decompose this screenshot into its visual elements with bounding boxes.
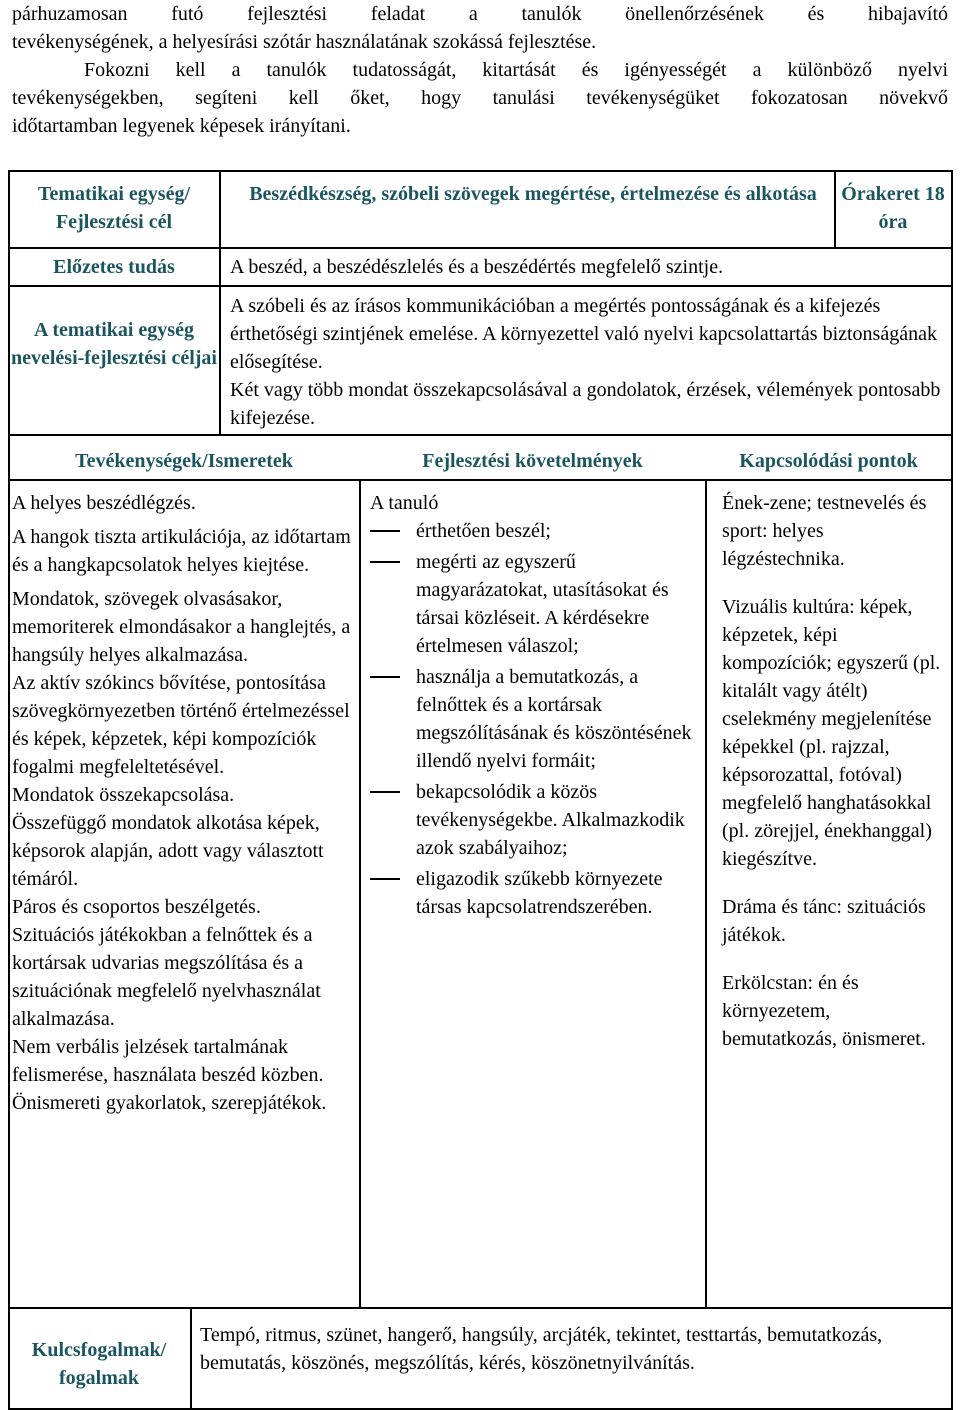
intro-p1-line2: tevékenységének, a helyesírási szótár használatának szokássá fejlesztése. xyxy=(12,31,597,53)
goals-text-1: A szóbeli és az írásos kommunikációban a megértés pontosságának és a kifejezés érthetőségi szintjének emelése. A környezettel való nyelvi kapcsolattartás biztonságának elősegítése. xyxy=(230,295,937,373)
unit-label: Tematikai egység/ Fejlesztési cél xyxy=(37,183,191,233)
requirement-item: eligazodik szűkebb környezete társas kapcsolatrendszerében. xyxy=(370,865,700,921)
requirement-item: érthetően beszél; xyxy=(370,517,700,545)
activity-item: A helyes beszédlégzés. xyxy=(12,492,196,514)
intro-p1-line1: párhuzamosan futó fejlesztési feladat a tanulók önellenőrzésének és hibajavító xyxy=(12,3,948,25)
requirement-item: megérti az egyszerű magyarázatokat, utasításokat és társai közléseit. A kérdésekre értelmesen válaszol; xyxy=(370,548,700,660)
activity-item: Önismereti gyakorlatok, szerepjátékok. xyxy=(12,1092,327,1114)
prior-knowledge-label: Előzetes tudás xyxy=(53,256,175,278)
activity-item: A hangok tiszta artikulációja, az időtartam és a hangkapcsolatok helyes kiejtése. xyxy=(12,526,351,576)
activity-item: Páros és csoportos beszélgetés. xyxy=(12,896,261,918)
requirement-item: bekapcsolódik a közös tevékenységekbe. Alkalmazkodik azok szabályaihoz; xyxy=(370,778,700,862)
intro-paragraph-1 xyxy=(12,0,948,56)
connection-item: Dráma és tánc: szituációs játékok. xyxy=(722,896,926,946)
prior-knowledge-text: A beszéd, a beszédészlelés és a beszédértés megfelelő szintje. xyxy=(230,256,724,278)
intro-paragraph-2 xyxy=(12,56,948,140)
keywords-label: Kulcsfogalmak/ fogalmak xyxy=(31,1339,167,1389)
col-header-connections: Kapcsolódási pontok xyxy=(739,450,918,472)
activity-item: Mondatok összekapcsolása. xyxy=(12,784,235,806)
intro-p2-line1: Fokozni kell a tanulók tudatosságát, kitartását és igényességét a különböző nyelvi xyxy=(84,59,948,81)
hours-label: Órakeret 18 óra xyxy=(841,183,945,233)
goals-text-2: Két vagy több mondat összekapcsolásával a gondolatok, érzések, vélemények pontosabb kifejezése. xyxy=(230,379,941,429)
goals-label: A tematikai egység nevelési-fejlesztési céljai xyxy=(10,319,217,369)
unit-title: Beszédkészség, szóbeli szövegek megértése, értelmezése és alkotása xyxy=(249,183,817,205)
requirement-item: használja a bemutatkozás, a felnőttek és a kortársak megszólításának és köszöntésének illendő nyelvi formáit; xyxy=(370,663,700,775)
intro-p2-line2: tevékenységekben, segíteni kell őket, hogy tanulási tevékenységüket fokozatosan növekvő xyxy=(12,87,948,109)
keywords-text: Tempó, ritmus, szünet, hangerő, hangsúly, arcjáték, tekintet, testtartás, bemutatkozás, bemutatás, köszönés, megszólítás, kérés, köszönetnyilvánítás. xyxy=(200,1324,883,1374)
requirements-intro: A tanuló xyxy=(370,492,439,514)
requirements-list xyxy=(370,489,700,921)
activity-item: Mondatok, szövegek olvasásakor, memoriterek elmondásakor a hanglejtés, a hangsúly helyes alkalmazása. xyxy=(12,588,351,666)
connection-item: Ének-zene; testnevelés és sport: helyes légzéstechnika. xyxy=(722,492,927,570)
activity-item: Szituációs játékokban a felnőttek és a kortársak udvarias megszólítása és a szituációnak megfelelő nyelvhasználat alkalmazása. xyxy=(12,924,321,1030)
activity-item: Az aktív szókincs bővítése, pontosítása szövegkörnyezetben történő értelmezéssel és képek, képzetek, képi kompozíciók fogalmi megfeleltetésével. xyxy=(12,672,350,778)
activity-item: Nem verbális jelzések tartalmának felismerése, használata beszéd közben. xyxy=(12,1036,324,1086)
col-header-activities: Tevékenységek/Ismeretek xyxy=(75,450,293,472)
activity-item: Összefüggő mondatok alkotása képek, képsorok alapján, adott vagy választott témáról. xyxy=(12,812,324,890)
goals-text xyxy=(230,292,946,432)
col-header-requirements: Fejlesztési követelmények xyxy=(422,450,643,472)
intro-p2-line3: időtartamban legyenek képesek irányítani. xyxy=(12,115,351,137)
connection-item: Vizuális kultúra: képek, képzetek, képi kompozíciók; egyszerű (pl. kitalált vagy átélt) cselekmény megjelenítése képekkel (pl. rajzzal, képsorozattal, fotóval) megfelelő hanghatásokkal (pl. zörejjel, énekhanggal) kiegészítve. xyxy=(722,596,941,870)
connections-list xyxy=(722,489,948,1053)
activities-list xyxy=(12,489,356,1117)
connection-item: Erkölcstan: én és környezetem, bemutatkozás, önismeret. xyxy=(722,972,926,1050)
